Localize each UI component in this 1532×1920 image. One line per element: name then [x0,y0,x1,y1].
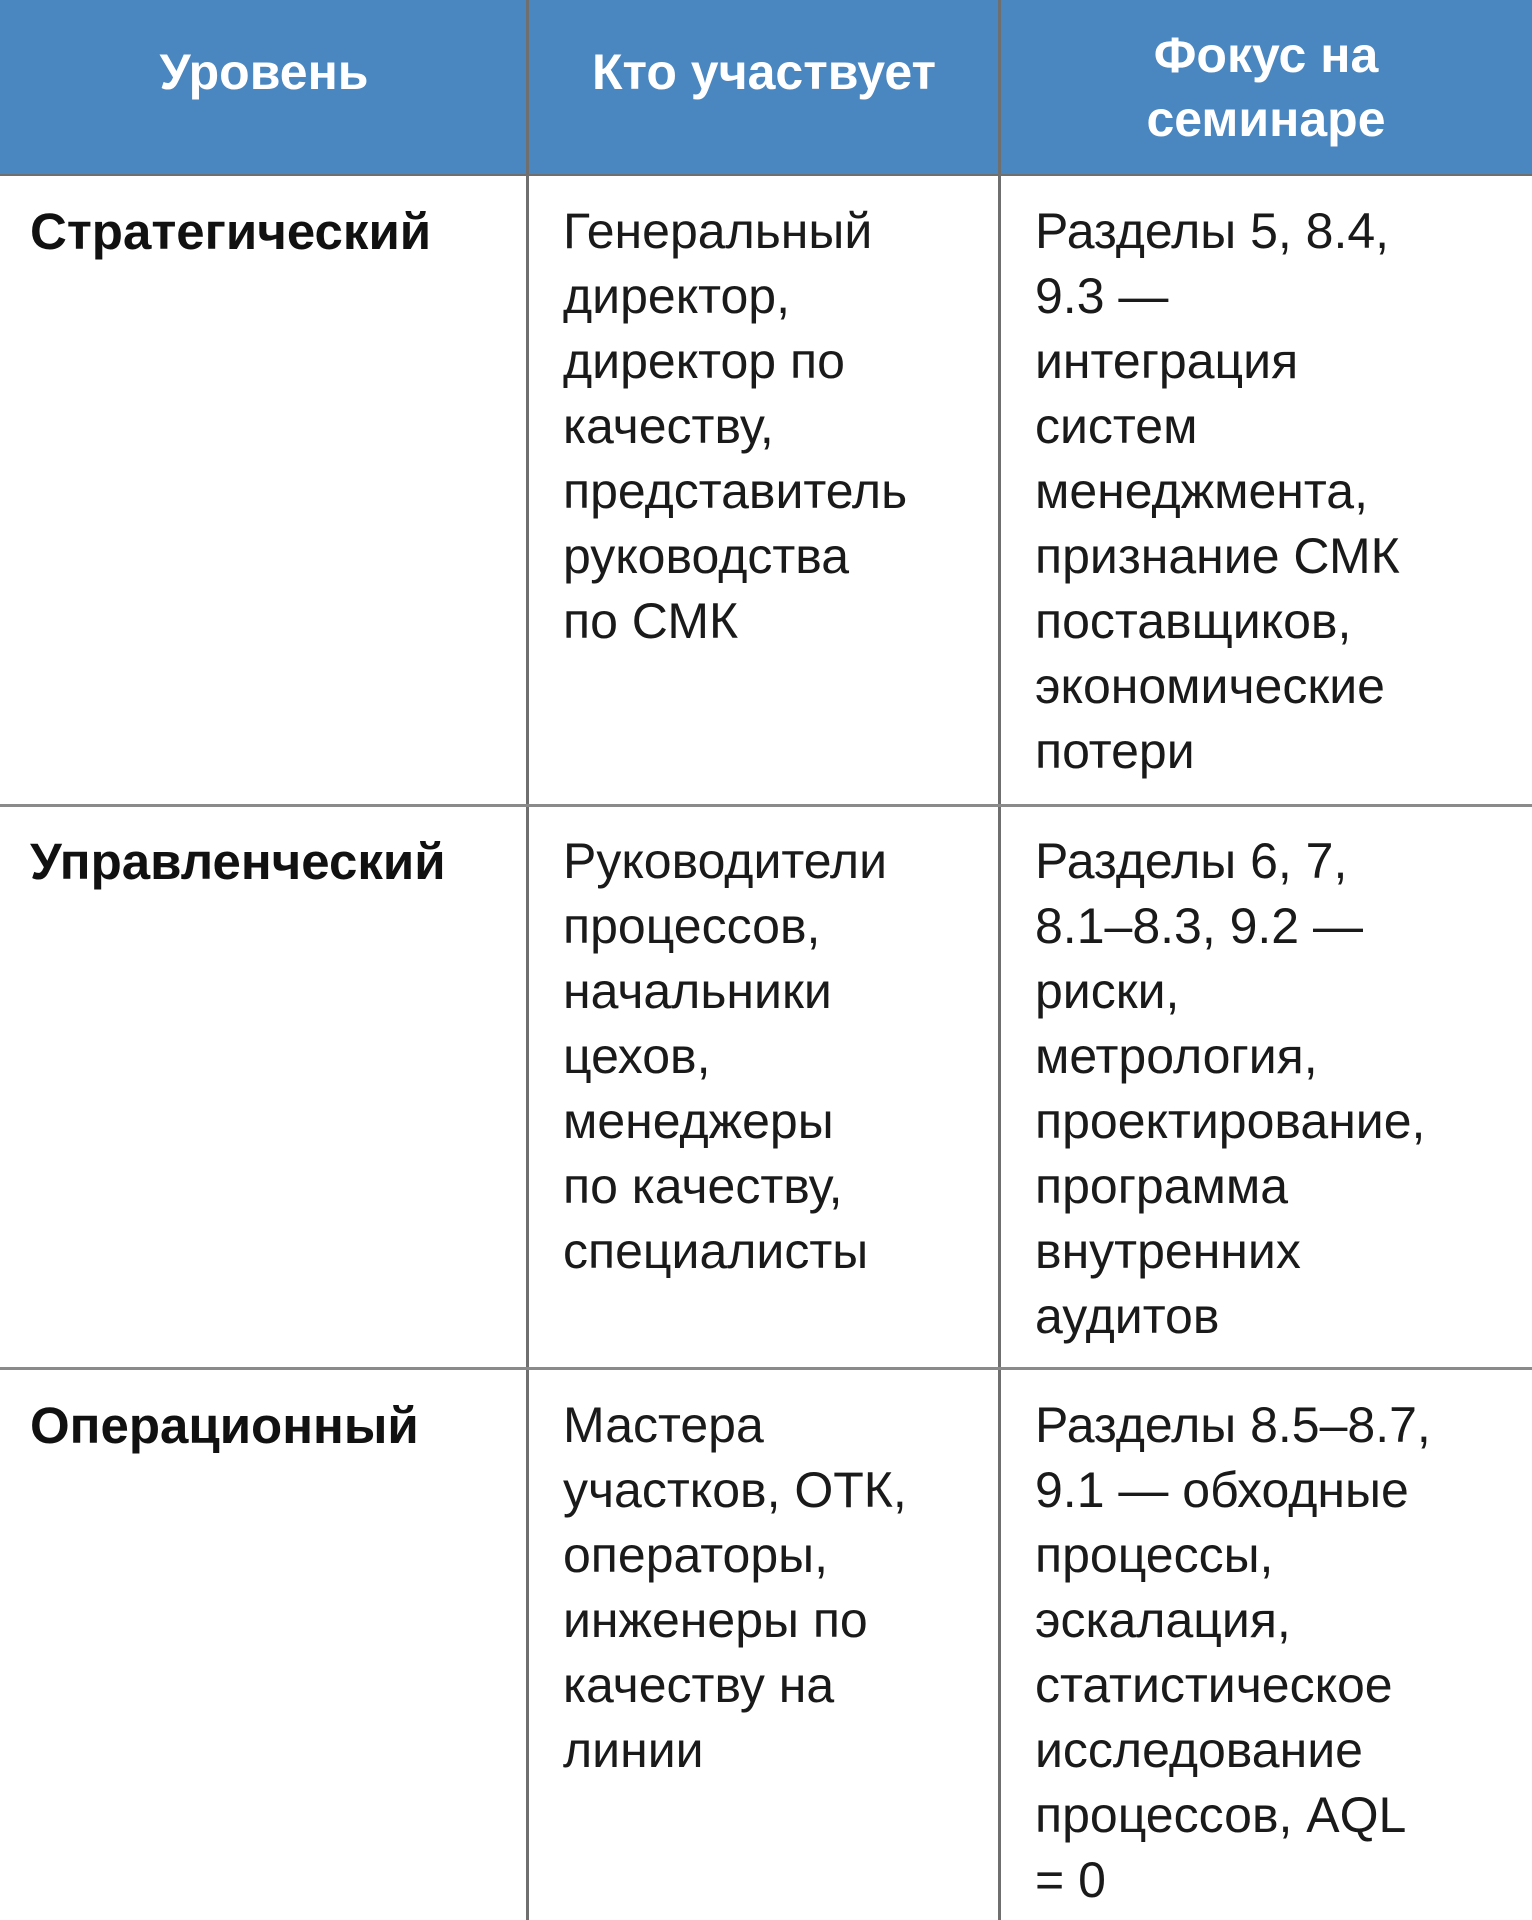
table-header [0,0,1532,176]
cell-line: Разделы 8.5–8.7, [1035,1397,1431,1453]
header-focus-label-line2: семинаре [1146,91,1386,147]
cell-line: по качеству, [563,1158,843,1214]
cell-line: по СМК [563,593,739,649]
cell-line: систем [1035,398,1198,454]
header-cell-focus [1000,0,1532,174]
cell-line: 9.3 — [1035,268,1169,324]
column-divider [526,0,529,1920]
table-row-1-level: Стратегический [30,203,432,260]
cell-line: директор по [563,333,845,389]
table-row-3-focus [1035,1393,1527,1913]
cell-line: проектирование, [1035,1093,1426,1149]
header-level-label: Уровень [159,44,369,100]
header-focus-label-line1: Фокус на [1153,27,1379,83]
table-row-2-who [563,829,993,1284]
cell-line: аудитов [1035,1288,1220,1344]
cell-line: внутренних [1035,1223,1301,1279]
header-cell-level [0,0,528,174]
cell-line: линии [563,1722,704,1778]
table-row-2-level: Управленческий [30,833,446,890]
table-row-2-focus [1035,829,1527,1349]
table-row-1-focus [1035,199,1527,784]
cell-line: 8.1–8.3, 9.2 — [1035,898,1364,954]
cell-line: процессов, [563,898,821,954]
cell-line: менеджеры [563,1093,834,1149]
cell-line: программа [1035,1158,1289,1214]
cell-line: 9.1 — обходные [1035,1462,1409,1518]
header-who-label: Кто участвует [592,44,936,100]
cell-line: метрология, [1035,1028,1318,1084]
cell-line: интеграция [1035,333,1299,389]
cell-line: участков, ОТК, [563,1462,907,1518]
cell-line: потери [1035,723,1195,779]
column-divider [998,0,1001,1920]
cell-line: менеджмента, [1035,463,1368,519]
cell-line: инженеры по [563,1592,868,1648]
cell-line: = 0 [1035,1852,1106,1908]
row-divider [0,1367,1532,1370]
header-cell-who [528,0,1000,174]
cell-line: качеству, [563,398,774,454]
cell-line: экономические [1035,658,1385,714]
cell-line: руководства [563,528,850,584]
cell-line: Руководители [563,833,887,889]
row-divider [0,804,1532,807]
cell-line: Генеральный [563,203,873,259]
cell-line: качеству на [563,1657,835,1713]
cell-line: риски, [1035,963,1180,1019]
cell-line: процессы, [1035,1527,1274,1583]
cell-line: представитель [563,463,908,519]
cell-line: начальники [563,963,832,1019]
cell-line: директор, [563,268,791,324]
table-row-3-who [563,1393,993,1783]
cell-line: процессов, AQL [1035,1787,1407,1843]
cell-line: эскалация, [1035,1592,1291,1648]
cell-line: исследование [1035,1722,1363,1778]
cell-line: признание СМК [1035,528,1400,584]
table-row-1-who [563,199,993,654]
cell-line: цехов, [563,1028,711,1084]
cell-line: статистическое [1035,1657,1393,1713]
cell-line: Разделы 6, 7, [1035,833,1348,889]
cell-line: Разделы 5, 8.4, [1035,203,1390,259]
cell-line: Мастера [563,1397,764,1453]
cell-line: операторы, [563,1527,828,1583]
cell-line: поставщиков, [1035,593,1352,649]
table-row-3-level: Операционный [30,1397,419,1454]
cell-line: специалисты [563,1223,869,1279]
